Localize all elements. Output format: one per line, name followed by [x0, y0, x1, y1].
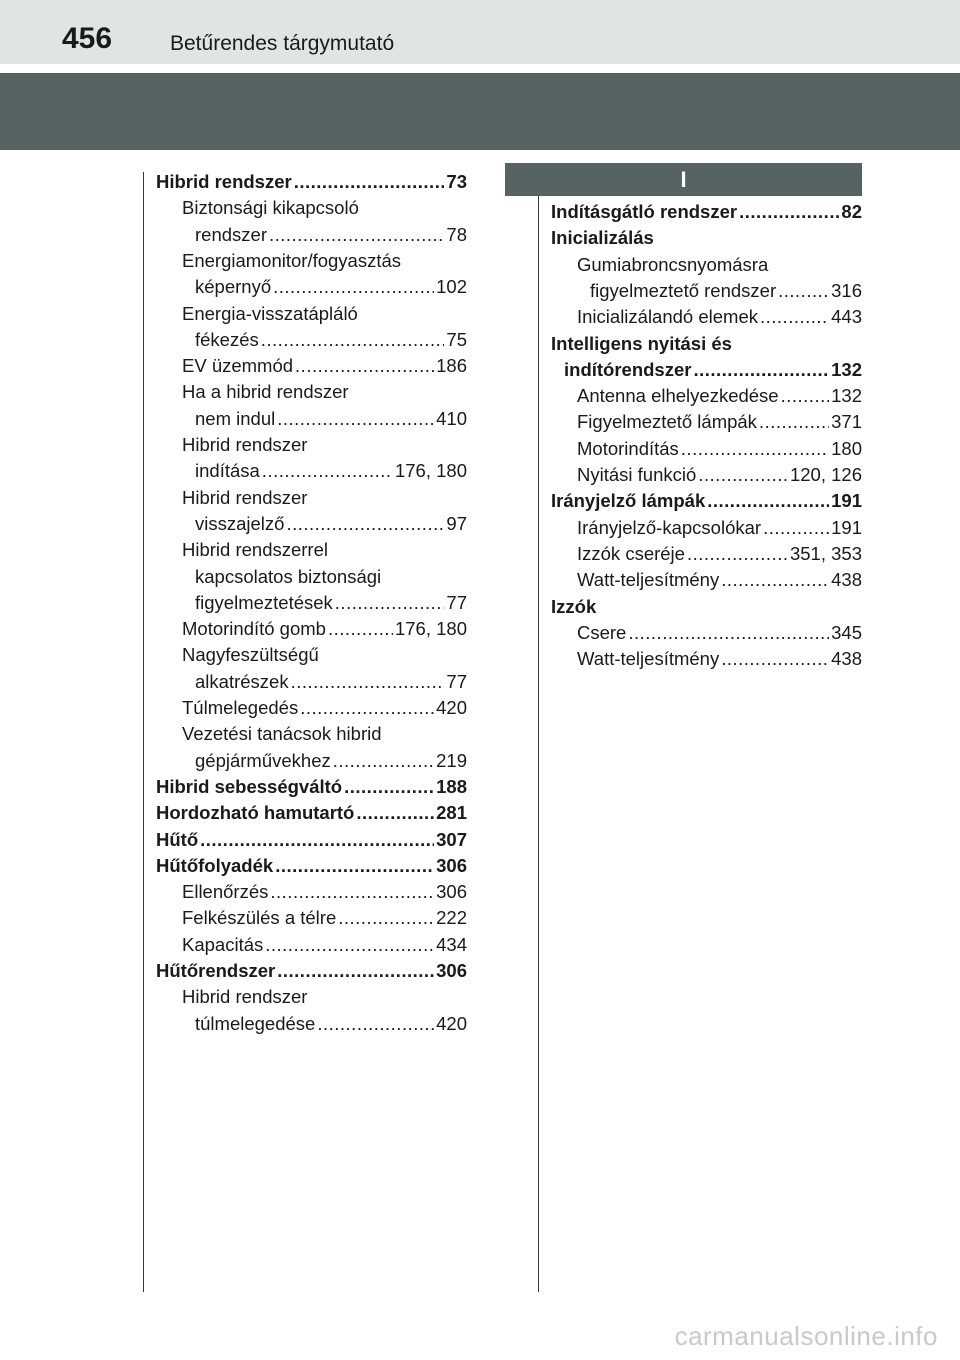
index-term: Hűtőfolyadék	[156, 854, 274, 876]
index-term: nem indul	[195, 407, 276, 429]
dot-leader	[721, 646, 829, 672]
page-reference: 78	[446, 223, 467, 245]
index-term: Motorindítás	[577, 437, 679, 459]
index-term: Intelligens nyitási és	[551, 332, 732, 354]
page-reference: 438	[831, 569, 862, 591]
index-entry	[577, 462, 862, 488]
index-term: Túlmelegedés	[182, 697, 299, 718]
index-term: Nyitási funkció	[577, 464, 697, 485]
dot-leader	[300, 695, 434, 721]
index-entry	[156, 827, 467, 853]
index-term: figyelmeztetések	[195, 591, 333, 613]
dot-leader	[721, 567, 829, 593]
index-entry	[551, 488, 862, 514]
index-entry	[195, 274, 467, 300]
index-term: Csere	[577, 621, 627, 643]
dot-leader	[277, 406, 434, 432]
index-entry	[195, 458, 467, 484]
page-reference: 191	[831, 516, 862, 538]
dot-leader	[681, 436, 829, 462]
index-entry	[195, 406, 467, 432]
dot-leader	[628, 620, 829, 646]
index-entry	[577, 304, 862, 330]
index-entry	[182, 616, 467, 642]
index-term: Nagyfeszültségű	[182, 644, 319, 666]
dot-leader	[687, 541, 788, 567]
index-term: Hűtő	[156, 828, 199, 850]
dot-leader	[273, 274, 434, 300]
page-reference: 77	[446, 591, 467, 613]
page-reference: 77	[446, 670, 467, 692]
index-term: Inicializálás	[551, 227, 654, 249]
index-term: alkatrészek	[195, 670, 289, 692]
index-entry	[195, 511, 467, 537]
index-term: Vezetési tanácsok hibrid	[182, 723, 382, 745]
index-entry	[577, 252, 768, 278]
page-reference: 132	[831, 358, 862, 380]
index-term: indítása	[195, 460, 260, 482]
index-term: rendszer	[195, 223, 267, 245]
index-entry	[577, 409, 862, 435]
index-term: Hibrid rendszer	[182, 434, 308, 455]
page-reference: 82	[841, 201, 862, 222]
index-entry	[195, 327, 467, 353]
index-term: fékezés	[195, 328, 259, 350]
index-entry	[195, 222, 467, 248]
index-term: Irányjelző lámpák	[551, 490, 706, 512]
index-term: Hibrid rendszer	[156, 171, 292, 192]
page-reference: 176, 180	[394, 618, 467, 640]
index-entry	[182, 984, 307, 1010]
dot-leader	[763, 515, 829, 541]
index-entry	[182, 695, 467, 721]
header-strip	[0, 0, 960, 64]
page-reference: 306	[436, 960, 467, 981]
dot-leader	[328, 616, 393, 642]
index-entry	[182, 905, 467, 931]
index-term: Ha a hibrid rendszer	[182, 381, 349, 403]
index-term: EV üzemmód	[182, 355, 294, 377]
page-reference: 102	[436, 276, 467, 298]
dot-leader	[277, 958, 434, 984]
left-column-rule	[143, 172, 144, 1292]
index-term: Energiamonitor/fogyasztás	[182, 249, 402, 271]
index-entry	[195, 590, 467, 616]
index-term: Kapacitás	[182, 933, 264, 955]
index-term: Energia-visszatápláló	[182, 302, 358, 324]
page-reference: 222	[436, 907, 467, 929]
index-entry	[182, 353, 467, 379]
index-entry	[195, 564, 381, 590]
index-entry	[156, 853, 467, 879]
index-term: Watt-teljesítmény	[577, 569, 720, 591]
index-entry	[577, 567, 862, 593]
index-term: visszajelző	[195, 512, 285, 534]
index-entry	[590, 278, 862, 304]
index-term: indítórendszer	[564, 358, 692, 380]
index-entry	[182, 642, 319, 668]
dot-leader	[291, 669, 445, 695]
index-entry	[182, 537, 328, 563]
section-title: Betűrendes tárgymutató	[170, 32, 395, 55]
index-entry	[182, 379, 349, 405]
page-reference: 281	[436, 802, 467, 824]
page-reference: 443	[831, 306, 862, 328]
index-term: Izzók cseréje	[577, 542, 685, 564]
index-entry	[195, 748, 467, 774]
index-entry	[182, 432, 307, 458]
page-reference: 351, 353	[789, 542, 862, 564]
page-reference: 316	[831, 279, 862, 301]
page-reference: 97	[446, 512, 467, 534]
index-entry	[577, 541, 862, 567]
page-number: 456	[62, 22, 113, 55]
dot-leader	[707, 488, 829, 514]
index-entry	[156, 800, 467, 826]
dot-leader	[262, 458, 393, 484]
page-reference: 120, 126	[789, 464, 862, 485]
dot-leader	[261, 327, 445, 353]
page-reference: 420	[436, 697, 467, 718]
index-term: túlmelegedése	[195, 1012, 316, 1034]
page-reference: 410	[436, 407, 467, 429]
dot-leader	[698, 462, 788, 488]
index-entry	[156, 958, 467, 984]
page-reference: 75	[446, 328, 467, 350]
index-term: Felkészülés a télre	[182, 907, 337, 929]
page-reference: 73	[446, 171, 467, 192]
index-entry	[182, 248, 401, 274]
page-reference: 371	[831, 411, 862, 433]
dot-leader	[317, 1011, 434, 1037]
dot-leader	[295, 353, 434, 379]
index-entry	[564, 357, 862, 383]
index-term: Hibrid sebességváltó	[156, 775, 343, 797]
dot-leader	[333, 748, 434, 774]
index-term: Biztonsági kikapcsoló	[182, 197, 359, 219]
index-entry	[182, 485, 307, 511]
index-term: Hibrid rendszer	[182, 986, 308, 1008]
page-reference: 306	[436, 881, 467, 903]
dot-leader	[270, 879, 434, 905]
index-entry	[577, 436, 862, 462]
index-term: kapcsolatos biztonsági	[195, 565, 382, 587]
page-reference: 306	[436, 854, 467, 876]
page-reference: 188	[436, 775, 467, 797]
index-entry	[577, 515, 862, 541]
dot-leader	[781, 383, 830, 409]
letter-heading: I	[505, 163, 862, 196]
dot-leader	[338, 905, 434, 931]
index-entry	[577, 646, 862, 672]
index-term: gépjárművekhez	[195, 749, 331, 771]
index-term: Inicializálandó elemek	[577, 306, 758, 328]
index-entry	[551, 331, 732, 357]
dot-leader	[739, 199, 839, 225]
dot-leader	[356, 800, 434, 826]
index-term: Irányjelző-kapcsolókar	[577, 516, 762, 538]
index-term: Motorindító gomb	[182, 618, 326, 640]
index-entry	[182, 879, 467, 905]
index-entry	[551, 199, 862, 225]
page-reference: 132	[831, 385, 862, 407]
index-term: Ellenőrzés	[182, 881, 269, 903]
header-band	[0, 73, 960, 150]
index-term: Hibrid rendszer	[182, 486, 308, 508]
index-entry	[551, 225, 654, 251]
dot-leader	[269, 222, 444, 248]
index-term: Figyelmeztető lámpák	[577, 411, 757, 433]
index-entry	[156, 169, 467, 195]
dot-leader	[200, 827, 434, 853]
index-entry	[195, 669, 467, 695]
index-entry	[577, 383, 862, 409]
page-reference: 345	[831, 621, 862, 643]
index-term: Izzók	[551, 595, 597, 617]
dot-leader	[344, 774, 434, 800]
dot-leader	[286, 511, 444, 537]
index-term: Hűtőrendszer	[156, 960, 276, 981]
index-entry	[195, 1011, 467, 1037]
index-term: képernyő	[195, 276, 272, 298]
index-term: Antenna elhelyezkedése	[577, 385, 779, 407]
dot-leader	[335, 590, 445, 616]
page-reference: 434	[436, 933, 467, 955]
index-term: Indításgátló rendszer	[551, 201, 738, 222]
index-entry	[182, 721, 382, 747]
watermark: carmanualsonline.info	[674, 1321, 938, 1351]
dot-leader	[778, 278, 829, 304]
index-entry	[182, 932, 467, 958]
page-reference: 176, 180	[394, 460, 467, 482]
dot-leader	[275, 853, 434, 879]
page-reference: 438	[831, 648, 862, 670]
page-reference: 307	[436, 828, 467, 850]
dot-leader	[759, 409, 829, 435]
index-entry	[551, 594, 596, 620]
dot-leader	[265, 932, 434, 958]
index-entry	[577, 620, 862, 646]
index-term: Hordozható hamutartó	[156, 802, 355, 824]
dot-leader	[294, 169, 445, 195]
page-reference: 219	[436, 749, 467, 771]
index-entry	[156, 774, 467, 800]
index-entry	[182, 301, 358, 327]
index-entry	[182, 195, 359, 221]
dot-leader	[760, 304, 829, 330]
page-reference: 191	[831, 490, 862, 512]
page-reference: 186	[436, 355, 467, 377]
dot-leader	[693, 357, 829, 383]
index-term: Watt-teljesítmény	[577, 648, 720, 670]
page-reference: 420	[436, 1012, 467, 1034]
index-term: Hibrid rendszerrel	[182, 539, 328, 561]
index-term: figyelmeztető rendszer	[590, 279, 777, 301]
index-term: Gumiabroncsnyomásra	[577, 253, 769, 275]
right-column-rule	[538, 172, 539, 1292]
page-reference: 180	[831, 437, 862, 459]
